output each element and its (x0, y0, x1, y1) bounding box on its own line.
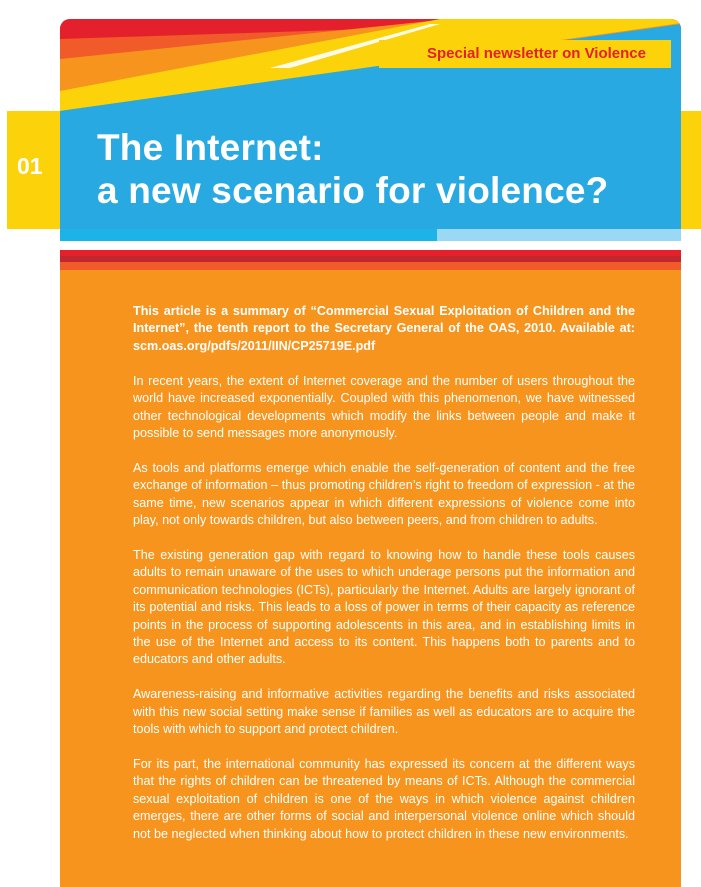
issue-number: 01 (17, 153, 43, 179)
decorative-stripes (60, 19, 681, 119)
page-title (97, 126, 608, 212)
title-line-1: The Internet: (97, 127, 324, 168)
article-paragraph: Awareness-raising and informative activities regarding the benefits and risks associated with this new social setting make sense if families as well as educators are to acquire the tools with which to support and protect children. (133, 687, 635, 737)
article-paragraph: As tools and platforms emerge which enable the self-generation of content and the free exchange of information – thus promoting children’s right to freedom of expression - at the same time, new scenarios appear in which different expressions of violence come into play, not only towards children, but also between peers, and from children to adults. (133, 460, 635, 528)
band-red-orange (60, 262, 681, 270)
article-paragraph: The existing generation gap with regard to knowing how to handle these tools causes adults to remain unaware of the uses to which underage persons put the information and communication technologies (ICTs), particularly the Internet. Adults are largely ignorant of its potential and risks. This leads to a loss of power in terms of their capacity as reference points in the process of supporting adolescents in this area, and in establishing limits in the use of the Internet and access to its content. This happens both to parents and to educators and other adults. (133, 547, 635, 667)
article-lead: This article is a summary of “Commercial Sexual Exploitation of Children and the Internet”, the tenth report to the Secretary General of the OAS, 2010. Available at: scm.oas.org/pdfs/2011/IIN/CP25719E.pdf (133, 304, 635, 353)
side-tab-right (679, 111, 701, 229)
article-paragraph: In recent years, the extent of Internet coverage and the number of users throughout the world have increased exponentially. Coupled with this phenomenon, we have witnessed other technological developments which modify the links between people and make it possible to send messages more anonymously. (133, 373, 635, 440)
band-blue (60, 229, 437, 241)
article-paragraph: For its part, the international community has expressed its concern at the different ways that the rights of children can be threatened by means of ICTs. Although the commercial sexual exploitation of children is one of the ways in which violence against children emerges, there are other forms of social and interpersonal violence online which should not be neglected when thinking about how to protect children in these new environments. (133, 757, 635, 841)
article-body (133, 303, 635, 861)
title-line-2: a new scenario for violence? (97, 170, 609, 211)
kicker-label: Special newsletter on Violence (379, 40, 671, 68)
band-white (60, 241, 681, 250)
